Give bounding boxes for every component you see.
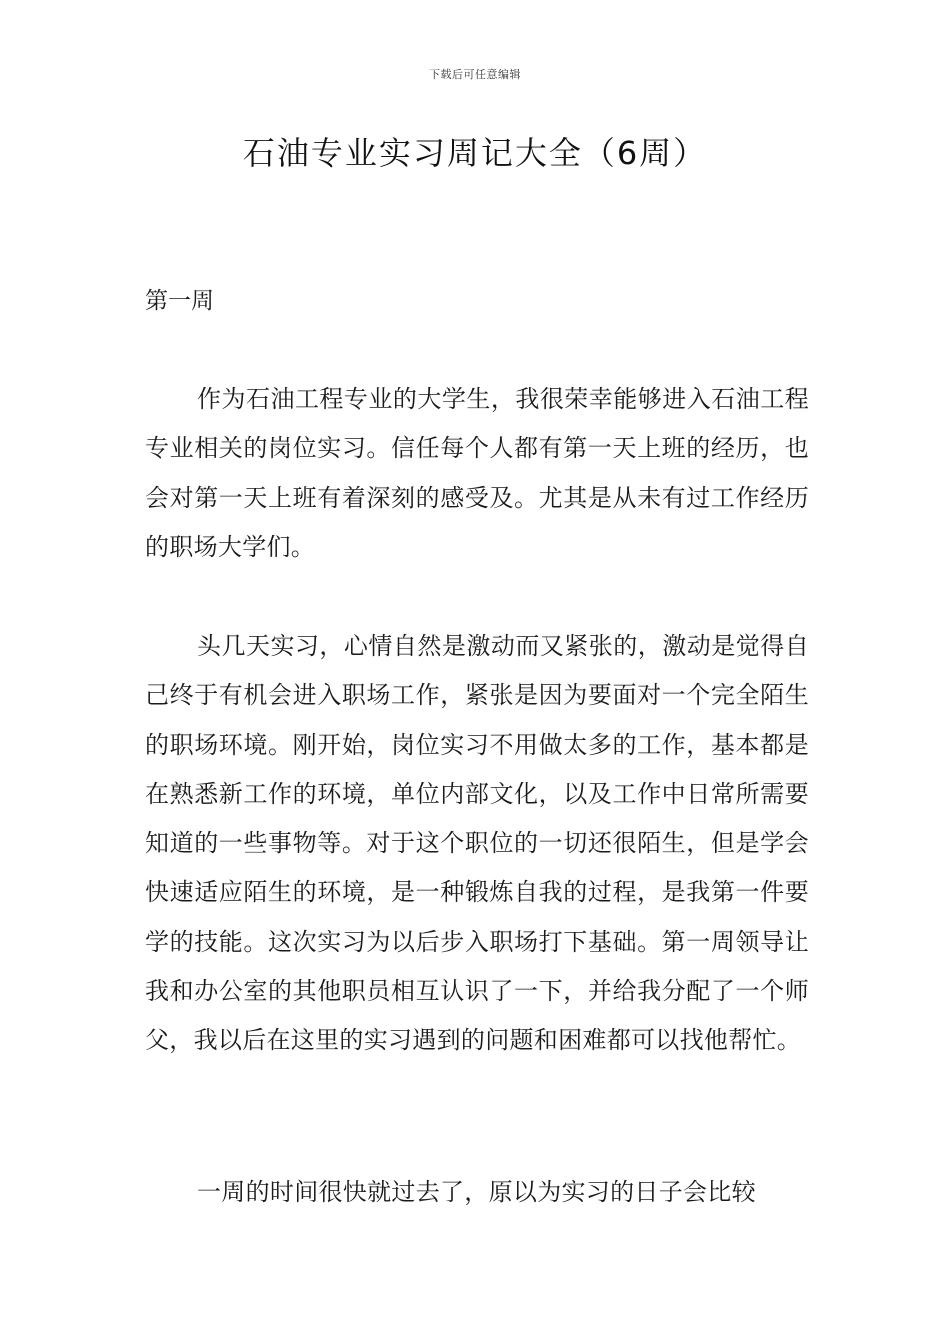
header-note: 下载后可任意编辑	[429, 68, 521, 81]
paragraph: 一周的时间很快就过去了，原以为实习的日子会比较	[197, 1178, 756, 1206]
section-heading-week-one: 第一周	[145, 288, 214, 314]
paragraph: 头几天实习，心情自然是激动而又紧张的，激动是觉得自己终于有机会进入职场工作，紧张是因为要面对一个完全陌生的职场环境。刚开始，岗位实习不用做太多的工作，基本都是在熟悉新工作的环境，单位内部文化，以及工作中日常所需要知道的一些事物等。对于这个职位的一切还很陌生，但是学会快速适应陌生的环境，是一种锻炼自我的过程，是我第一件要学的技能。这次实习为以后步入职场打下基础。第一周领导让我和办公室的其他职员相互认识了一下，并给我分配了一个师父，我以后在这里的实习遇到的问题和困难都可以找他帮忙。	[145, 632, 809, 1055]
paragraph: 作为石油工程专业的大学生，我很荣幸能够进入石油工程专业相关的岗位实习。信任每个人都有第一天上班的经历，也会对第一天上班有着深刻的感受及。尤其是从未有过工作经历的职场大学们。	[145, 385, 809, 561]
document-title: 石油专业实习周记大全（6周）	[242, 134, 708, 172]
